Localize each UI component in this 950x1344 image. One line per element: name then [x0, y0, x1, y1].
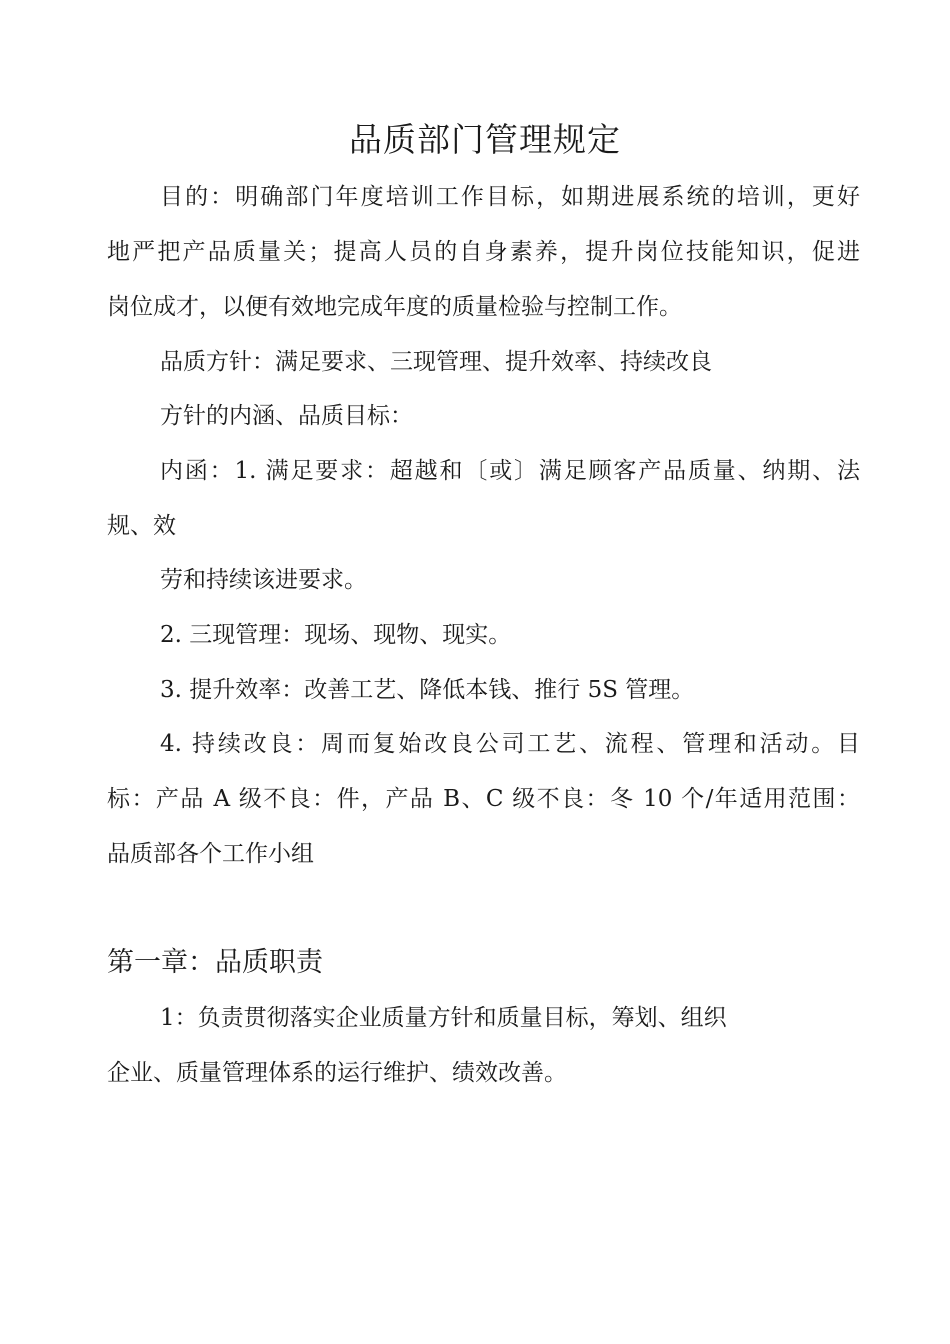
paragraph-line: 规、效 — [107, 513, 176, 539]
paragraph-line: 3. 提升效率：改善工艺、降低本钱、推行 5S 管理。 — [160, 677, 695, 703]
paragraph-line: 目的：明确部门年度培训工作目标，如期进展系统的培训，更好 — [160, 184, 860, 210]
paragraph-line: 2. 三现管理：现场、现物、现实。 — [160, 622, 512, 648]
chapter-heading: 第一章：品质职责 — [107, 947, 323, 978]
paragraph-line: 地严把产品质量关；提高人员的自身素养，提升岗位技能知识，促进 — [107, 239, 860, 265]
paragraph-line: 品质方针：满足要求、三现管理、提升效率、持续改良 — [160, 349, 712, 375]
paragraph-line: 企业、质量管理体系的运行维护、绩效改善。 — [107, 1060, 567, 1086]
paragraph-line: 岗位成才，以便有效地完成年度的质量检验与控制工作。 — [107, 294, 682, 320]
paragraph-line: 品质部各个工作小组 — [107, 841, 314, 867]
page-title: 品质部门管理规定 — [349, 120, 621, 159]
paragraph-line: 劳和持续该进要求。 — [160, 567, 367, 593]
paragraph-line: 内函：1. 满足要求：超越和〔或〕满足顾客产品质量、纳期、法 — [160, 458, 860, 484]
paragraph-line: 1：负责贯彻落实企业质量方针和质量目标，筹划、组织 — [160, 1005, 727, 1031]
paragraph-line: 4. 持续改良：周而复始改良公司工艺、流程、管理和活动。目 — [160, 731, 860, 757]
paragraph-line: 标：产品 A 级不良：件，产品 B、C 级不良：冬 10 个/年适用范围： — [107, 786, 860, 812]
paragraph-line: 方针的内涵、品质目标： — [160, 403, 413, 429]
